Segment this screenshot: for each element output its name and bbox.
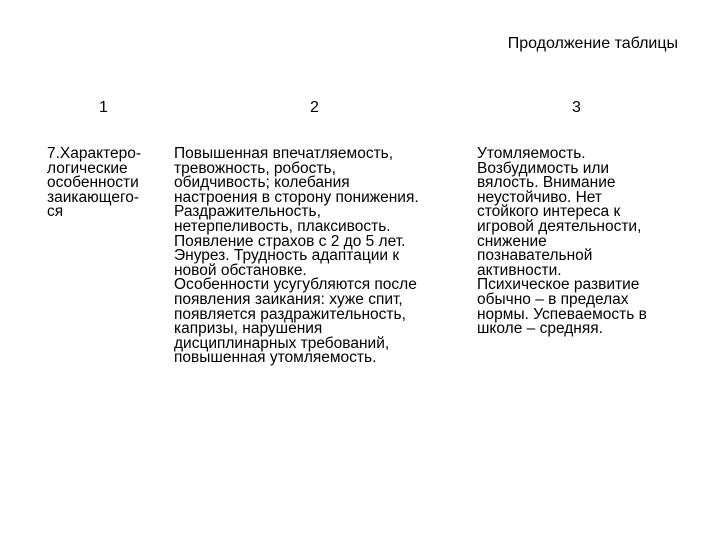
- cell-characteristic-description: [174, 147, 466, 366]
- cell-text-line: Энурез. Трудность адаптации к: [174, 247, 400, 265]
- cell-text-line: появления заикания: хуже спит,: [174, 290, 403, 308]
- cell-text-line: познавательной: [477, 247, 593, 265]
- cell-text-line: стойкого интереса к: [477, 203, 621, 221]
- cell-text-line: Утомляемость.: [477, 145, 586, 162]
- cell-text-line: неустойчиво. Нет: [477, 188, 602, 206]
- cell-text-line: повышенная утомляемость.: [174, 349, 377, 367]
- cell-text-line: 7.Характеро-: [47, 145, 142, 162]
- cell-text-line: заикающего-: [47, 188, 140, 206]
- cell-text-line: ся: [47, 203, 64, 221]
- cell-text-line: новой обстановке.: [174, 261, 307, 279]
- column-number-2: 2: [310, 99, 319, 116]
- cell-text-line: нормы. Успеваемость в: [477, 305, 647, 323]
- cell-text-line: обычно – в пределах: [477, 290, 629, 308]
- cell-text-line: капризы, нарушения: [174, 320, 323, 338]
- cell-text-line: активности.: [477, 261, 562, 279]
- cell-text-line: обидчивость; колебания: [174, 174, 350, 192]
- cell-text-line: нетерпеливость, плаксивость.: [174, 217, 391, 235]
- cell-characteristic-notes: [477, 147, 687, 337]
- cell-characteristic-name: [47, 147, 167, 220]
- cell-text-line: Повышенная впечатляемость,: [174, 145, 394, 162]
- cell-text-line: снижение: [477, 232, 547, 250]
- cell-text-line: Возбудимость или: [477, 159, 610, 177]
- table-continuation-caption: Продолжение таблицы: [507, 35, 678, 52]
- cell-text-line: Появление страхов с 2 до 5 лет.: [174, 232, 406, 250]
- cell-text-line: настроения в сторону понижения.: [174, 188, 419, 206]
- column-number-3: 3: [572, 99, 581, 116]
- cell-text-line: школе – средняя.: [477, 320, 603, 338]
- cell-text-line: тревожность, робость,: [174, 159, 336, 177]
- cell-text-line: логические: [47, 159, 128, 177]
- cell-text-line: особенности: [47, 174, 139, 192]
- column-number-1: 1: [99, 99, 108, 116]
- cell-text-line: вялость. Внимание: [477, 174, 616, 192]
- cell-text-line: Раздражительность,: [174, 203, 321, 221]
- cell-text-line: Особенности усугубляются после: [174, 276, 417, 294]
- cell-text-line: игровой деятельности,: [477, 217, 642, 235]
- cell-text-line: появляется раздражительность,: [174, 305, 406, 323]
- cell-text-line: дисциплинарных требований,: [174, 334, 390, 352]
- cell-text-line: Психическое развитие: [477, 276, 640, 294]
